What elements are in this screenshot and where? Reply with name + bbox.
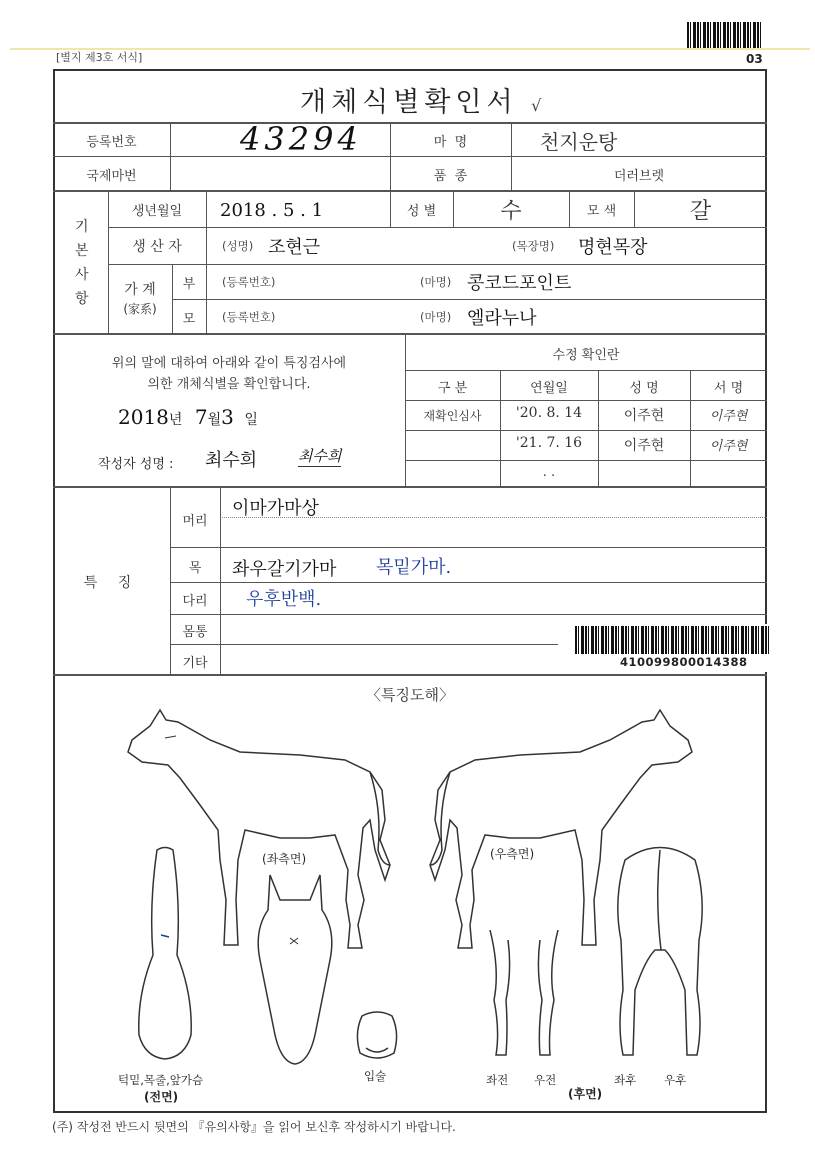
- author-value: 최수희: [205, 450, 258, 471]
- feature-neck-value: 좌우갈기가마: [232, 559, 337, 580]
- revision-row-1-name: 이주현: [623, 408, 665, 424]
- date-month: 7: [194, 405, 208, 429]
- right-front-label: 우전: [534, 1073, 557, 1087]
- reg-no-value: 43294: [240, 120, 362, 158]
- birth-value: 2018 . 5 . 1: [220, 200, 324, 221]
- date-year: 2018: [118, 405, 169, 429]
- horse-rear-drawing: [605, 840, 715, 1060]
- breeder-name-label: (성명): [222, 239, 254, 253]
- page-number: 03: [746, 52, 763, 66]
- rear-label: (후면): [568, 1087, 603, 1101]
- dam-name-label: (마명): [420, 310, 452, 324]
- diagram-title: 〈특징도해〉: [366, 686, 454, 704]
- sire-reg-label: (등록번호): [222, 275, 276, 289]
- basic-section-label: 기본사항: [75, 219, 89, 307]
- feature-legs-label: 다리: [182, 594, 208, 609]
- front-label: (전면): [144, 1090, 179, 1104]
- id-barcode: [575, 626, 771, 654]
- lineage-label: 가 계: [124, 282, 156, 298]
- front-caption: 턱밑,목줄,앞가슴: [118, 1073, 204, 1087]
- revision-title: 수정 확인란: [552, 348, 620, 363]
- top-barcode: [687, 22, 763, 48]
- sire-name-label: (마명): [420, 275, 452, 289]
- breed-value: 더러브렛: [613, 169, 665, 184]
- dam-reg-label: (등록번호): [222, 310, 276, 324]
- horse-front-legs-drawing: [478, 930, 568, 1060]
- feature-neck-label: 목: [188, 561, 202, 576]
- farm-value: 명현목장: [578, 237, 648, 258]
- date-day-unit: 일: [244, 412, 258, 428]
- form-number: [별지 제3호 서식]: [56, 51, 143, 64]
- revision-header-date: 연월일: [530, 381, 568, 396]
- revision-row-3-date: . .: [542, 465, 556, 480]
- statement-line-1: 위의 말에 대하여 아래와 같이 특징검사에: [111, 356, 347, 371]
- dam-name-value: 엘라누나: [467, 308, 537, 329]
- color-value: 갈: [689, 199, 712, 224]
- farm-label: (목장명): [512, 239, 555, 253]
- revision-row-2-sign: 이주현: [709, 439, 748, 454]
- title-text: 개체식별확인서: [300, 87, 518, 118]
- date-day: 3: [221, 405, 234, 429]
- footer-note: (주) 작성전 반드시 뒷면의 『유의사항』을 읽어 보신후 작성하시기 바랍니다.: [52, 1120, 456, 1134]
- feature-head-dotted: [222, 517, 767, 518]
- left-rear-label: 좌후: [614, 1073, 637, 1087]
- revision-row-1-type: 재확인심사: [423, 409, 482, 423]
- feature-head-value: 이마가마상: [232, 498, 319, 519]
- feature-head-label: 머리: [182, 514, 208, 529]
- dam-label: 모: [182, 312, 196, 327]
- barcode-number: 410099800014388: [620, 655, 748, 669]
- date-year-unit: 년: [168, 412, 183, 428]
- revision-row-2-date: '21. 7. 16: [515, 435, 583, 451]
- feature-legs-value: 우후반백.: [246, 589, 322, 610]
- color-label: 모 색: [586, 204, 617, 219]
- sex-label: 성 별: [406, 204, 437, 219]
- revision-row-2-name: 이주현: [623, 438, 665, 454]
- statement-line-2: 의한 개체식별을 확인합니다.: [147, 377, 311, 392]
- horse-face-drawing: [250, 870, 340, 1070]
- horse-front-neck-drawing: [125, 845, 205, 1065]
- author-label: 작성자 성명 :: [98, 457, 174, 472]
- sire-label: 부: [182, 277, 196, 292]
- revision-header-name: 성 명: [629, 381, 659, 396]
- feature-neck-extra: 목밑가마.: [376, 557, 452, 578]
- revision-header-type: 구 분: [437, 381, 468, 396]
- lineage-hanja: (家系): [123, 302, 157, 316]
- horse-name-value: 천지운탕: [540, 130, 618, 154]
- lips-label: 입술: [364, 1069, 387, 1083]
- features-section-label: 특 징: [83, 575, 140, 591]
- left-side-label: (좌측면): [262, 852, 307, 866]
- author-signature: 최수희: [298, 447, 342, 465]
- sex-value: 수: [500, 199, 522, 224]
- date-month-unit: 월: [207, 412, 222, 428]
- horse-lips-drawing: [352, 1008, 402, 1063]
- birth-label: 생년월일: [131, 204, 183, 219]
- breeder-name-value: 조현근: [268, 237, 321, 258]
- right-rear-label: 우후: [664, 1073, 687, 1087]
- feature-body-label: 몸통: [182, 625, 208, 640]
- revision-row-1-date: '20. 8. 14: [515, 405, 583, 421]
- revision-row-1-sign: 이주현: [709, 409, 748, 424]
- reg-no-label: 등록번호: [86, 135, 137, 150]
- page-title: [300, 80, 546, 119]
- breeder-label: 생 산 자: [132, 239, 182, 255]
- feature-etc-label: 기타: [182, 656, 208, 671]
- breed-label: 품 종: [433, 169, 468, 184]
- horse-name-label: 마 명: [433, 135, 468, 150]
- sire-name-value: 콩코드포인트: [467, 273, 572, 294]
- title-check-mark: √: [531, 96, 547, 115]
- revision-header-sign: 서 명: [713, 381, 744, 396]
- intl-no-label: 국제마번: [86, 169, 137, 184]
- right-side-label: (우측면): [490, 847, 535, 861]
- confirm-date: [118, 405, 258, 429]
- left-front-label: 좌전: [486, 1073, 509, 1087]
